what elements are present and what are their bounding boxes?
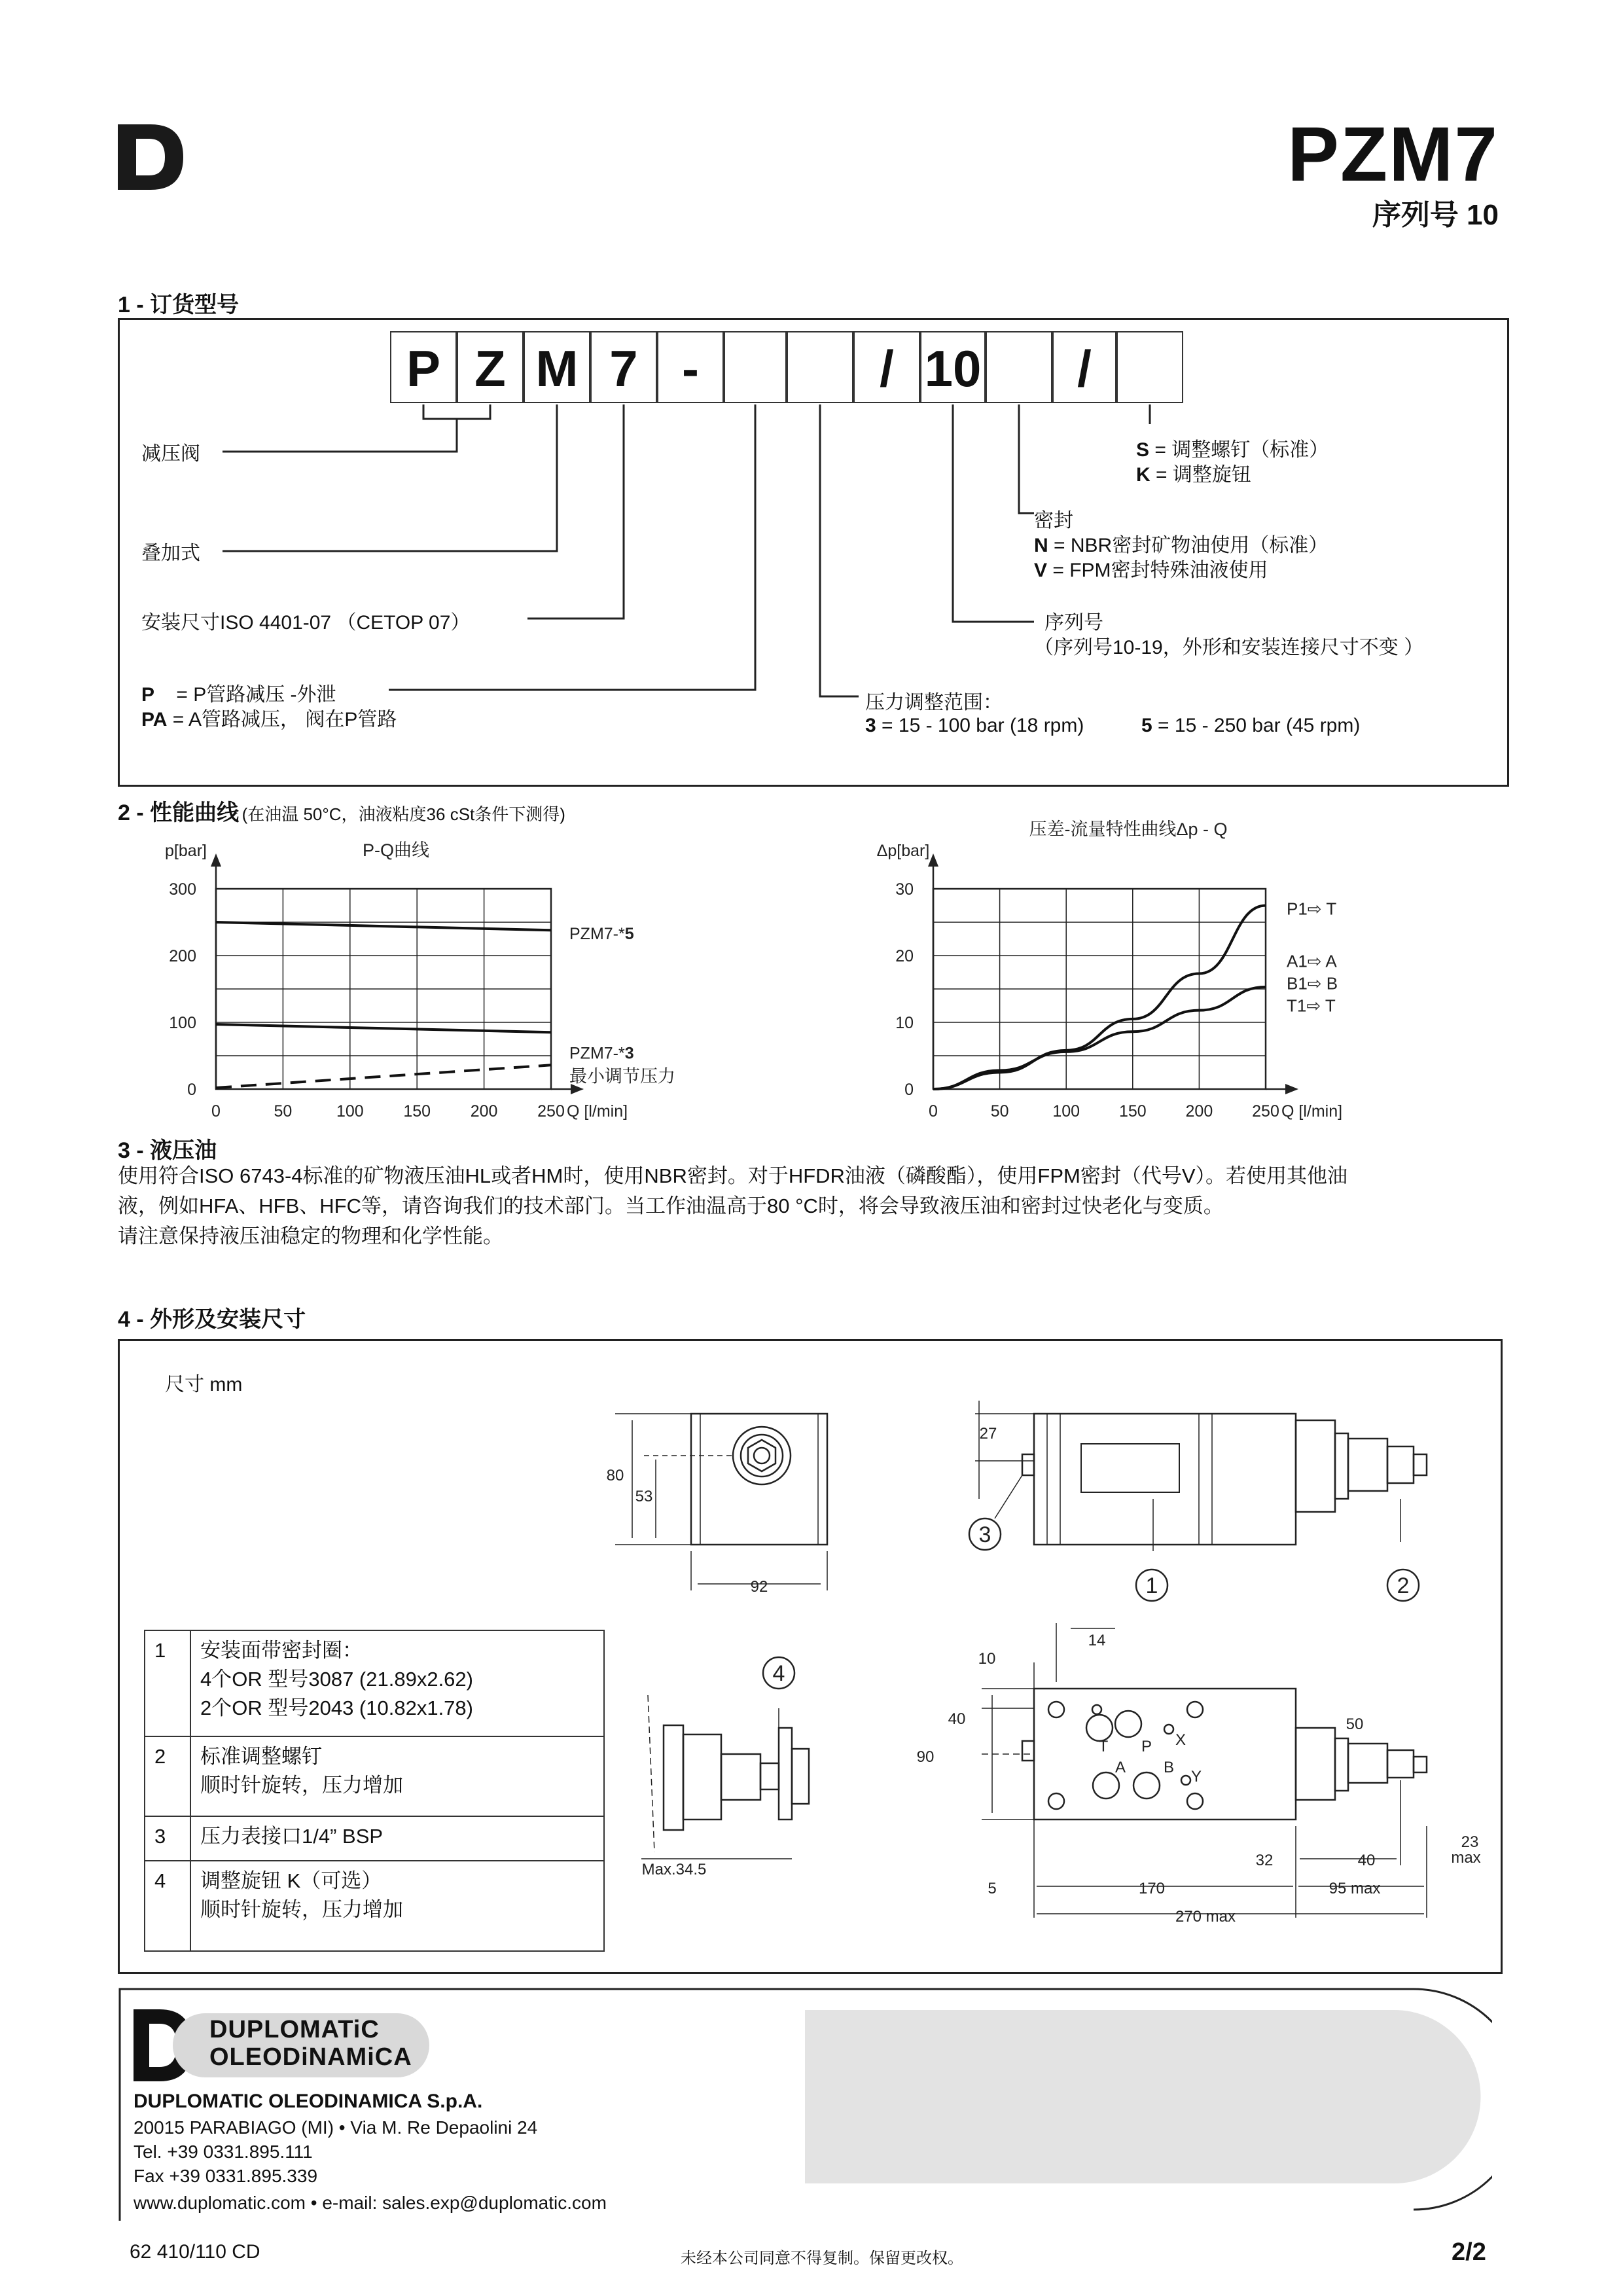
legend-entry: A1⇨ A: [1287, 951, 1337, 971]
x-tick-label: 200: [1185, 1102, 1213, 1121]
legend-num: 4: [145, 1861, 190, 1951]
y-axis-label: Δp[bar]: [876, 842, 930, 860]
legend-entry: B1⇨ B: [1287, 973, 1338, 994]
label-valve: 减压阀: [141, 443, 200, 465]
port-t: T: [1098, 1738, 1109, 1755]
code-cell: M: [524, 331, 590, 403]
dim-90: 90: [916, 1748, 935, 1766]
x-tick-label: 150: [403, 1102, 431, 1121]
legend-text: 压力表接口1/4” BSP: [190, 1816, 604, 1861]
port-a: A: [1115, 1759, 1126, 1776]
table-row: [145, 1736, 604, 1816]
label-seal-title: 密封: [1034, 510, 1073, 531]
label-n-option: N = NBR密封矿物油使用（标准）: [1034, 535, 1329, 556]
dim-10: 10: [978, 1650, 996, 1668]
dim-40b: 40: [1357, 1852, 1376, 1869]
unit-label: 尺寸 mm: [165, 1374, 243, 1395]
label-mounting: 安装尺寸ISO 4401-07 （CETOP 07）: [141, 612, 471, 634]
brand-wordmark: DUPLOMATiC OLEODiNAMiCA: [209, 2016, 412, 2071]
y-tick-label: 300: [169, 880, 196, 899]
legend-num: 3: [145, 1816, 190, 1861]
document-code: 62 410/110 CD: [130, 2241, 260, 2263]
dim-27: 27: [979, 1425, 997, 1443]
chart-title: 压差-流量特性曲线Δp - Q: [1029, 819, 1228, 839]
component-legend-table: [144, 1630, 605, 1952]
x-tick-label: 250: [1252, 1102, 1279, 1121]
legend-entry: P1⇨ T: [1287, 899, 1337, 919]
x-tick-label: 100: [336, 1102, 364, 1121]
dim-80: 80: [606, 1467, 624, 1484]
callout-4: 4: [772, 1661, 785, 1686]
label-range-title: 压力调整范围：: [865, 692, 1003, 713]
dim-23: 23: [1461, 1833, 1479, 1851]
legend-text: 安装面带密封圈： 4个OR 型号3087 (21.89x2.62) 2个OR 型号2043 (10.82x1.78): [190, 1630, 604, 1736]
dim-345: Max.34.5: [641, 1861, 707, 1878]
y-tick-label: 10: [895, 1014, 914, 1032]
legend-entry: T1⇨ T: [1287, 996, 1336, 1016]
y-tick-label: 200: [169, 947, 196, 965]
code-cell: 10: [920, 331, 986, 403]
page-number: 2/2: [1452, 2238, 1486, 2266]
page-title: PZM7: [1287, 111, 1499, 198]
code-cell: /: [853, 331, 920, 403]
callout-2: 2: [1397, 1573, 1410, 1598]
page-subtitle: 序列号 10: [1372, 199, 1499, 231]
dim-40: 40: [948, 1710, 966, 1728]
x-tick-label: 50: [990, 1102, 1009, 1121]
port-b: B: [1163, 1759, 1175, 1776]
dim-270: 270 max: [1175, 1908, 1236, 1926]
dim-14: 14: [1088, 1632, 1106, 1649]
copyright-note: 未经本公司同意不得复制。保留更改权。: [681, 2250, 963, 2267]
dim-32: 32: [1255, 1852, 1274, 1869]
dim-max: max: [1451, 1849, 1481, 1867]
dim-50: 50: [1346, 1715, 1364, 1733]
label-v-option: V = FPM密封特殊油液使用: [1034, 560, 1268, 581]
table-row: [145, 1630, 604, 1736]
y-axis-label: p[bar]: [165, 842, 207, 860]
x-tick-label: 100: [1052, 1102, 1080, 1121]
x-tick-label: 0: [211, 1102, 221, 1121]
label-serial-title: 序列号: [1044, 612, 1103, 634]
port-x: X: [1175, 1731, 1186, 1749]
code-cell: P: [390, 331, 457, 403]
chart-title: P-Q曲线: [362, 840, 430, 860]
legend-num: 1: [145, 1630, 190, 1736]
y-tick-label: 30: [895, 880, 914, 899]
series-label: PZM7-*3: [569, 1044, 634, 1063]
x-tick-label: 150: [1118, 1102, 1147, 1121]
legend-num: 2: [145, 1736, 190, 1816]
y-tick-label: 0: [904, 1081, 914, 1099]
dim-53: 53: [635, 1488, 653, 1505]
y-tick-label: 0: [187, 1081, 196, 1099]
section-2-heading: 2 - 性能曲线 (在油温 50°C，油液粘度36 cSt条件下测得): [118, 800, 565, 825]
port-p: P: [1141, 1738, 1152, 1755]
fluid-paragraph: 使用符合ISO 6743-4标准的矿物液压油HL或者HM时，使用NBR密封。对于HFDR油液（磷酸酯），使用FPM密封（代号V）。若使用其他油 液，例如HFA、HFB、HFC等，请咨询我们的技术部门。当工作油温高于80 °C时，将会导致液压油和密封过快老化与变质。 请注意保持液压油稳定的物理和化学性能。: [118, 1164, 1348, 1247]
label-pa-option: PA = A管路减压， 阀在P管路: [141, 709, 397, 730]
x-tick-label: 50: [274, 1102, 293, 1121]
section-1-heading: 1 - 订货型号: [118, 293, 240, 317]
series-label: PZM7-*5: [569, 925, 634, 944]
label-modular: 叠加式: [141, 543, 200, 564]
x-axis-label: Q [l/min]: [1281, 1102, 1343, 1121]
x-tick-label: 250: [537, 1102, 565, 1121]
series-label: 最小调节压力: [569, 1066, 675, 1086]
code-cell: Z: [457, 331, 524, 403]
callout-1: 1: [1145, 1573, 1158, 1598]
x-tick-label: 0: [929, 1102, 938, 1121]
label-serial-text: （序列号10-19，外形和安装连接尺寸不变 ）: [1034, 637, 1424, 658]
callout-3: 3: [978, 1522, 991, 1547]
dim-170: 170: [1138, 1880, 1166, 1897]
company-contact: 20015 PARABIAGO (MI) • Via M. Re Depaolini 24 Tel. +39 0331.895.111 Fax +39 0331.895.339 www.duplomatic.com • e-mail: sales.exp@duplomatic.com: [134, 2117, 607, 2213]
y-tick-label: 100: [169, 1014, 196, 1032]
label-p-option: P = P管路减压 -外泄: [141, 684, 336, 706]
x-axis-label: Q [l/min]: [567, 1102, 628, 1121]
section-4-heading: 4 - 外形及安装尺寸: [118, 1307, 306, 1332]
legend-text: 标准调整螺钉 顺时针旋转，压力增加: [190, 1736, 604, 1816]
x-tick-label: 200: [470, 1102, 498, 1121]
port-y: Y: [1190, 1768, 1202, 1785]
dim-95: 95 max: [1329, 1880, 1381, 1897]
dim-5: 5: [988, 1880, 997, 1897]
table-row: [145, 1861, 604, 1951]
table-row: [145, 1816, 604, 1861]
label-k-option: K = 调整旋钮: [1136, 464, 1251, 486]
dim-92: 92: [750, 1578, 768, 1596]
company-name: DUPLOMATIC OLEODINAMICA S.p.A.: [134, 2090, 483, 2112]
y-tick-label: 20: [895, 947, 914, 965]
label-s-option: S = 调整螺钉（标准）: [1136, 439, 1329, 461]
section-3-heading: 3 - 液压油: [118, 1138, 217, 1163]
label-range-5: 5 = 15 - 250 bar (45 rpm): [1141, 715, 1361, 736]
legend-text: 调整旋钮 K（可选） 顺时针旋转，压力增加: [190, 1861, 604, 1951]
label-range-3: 3 = 15 - 100 bar (18 rpm): [865, 715, 1084, 736]
code-cell: 7: [590, 331, 657, 403]
code-cell: -: [657, 331, 724, 403]
code-cell: /: [1052, 331, 1116, 403]
